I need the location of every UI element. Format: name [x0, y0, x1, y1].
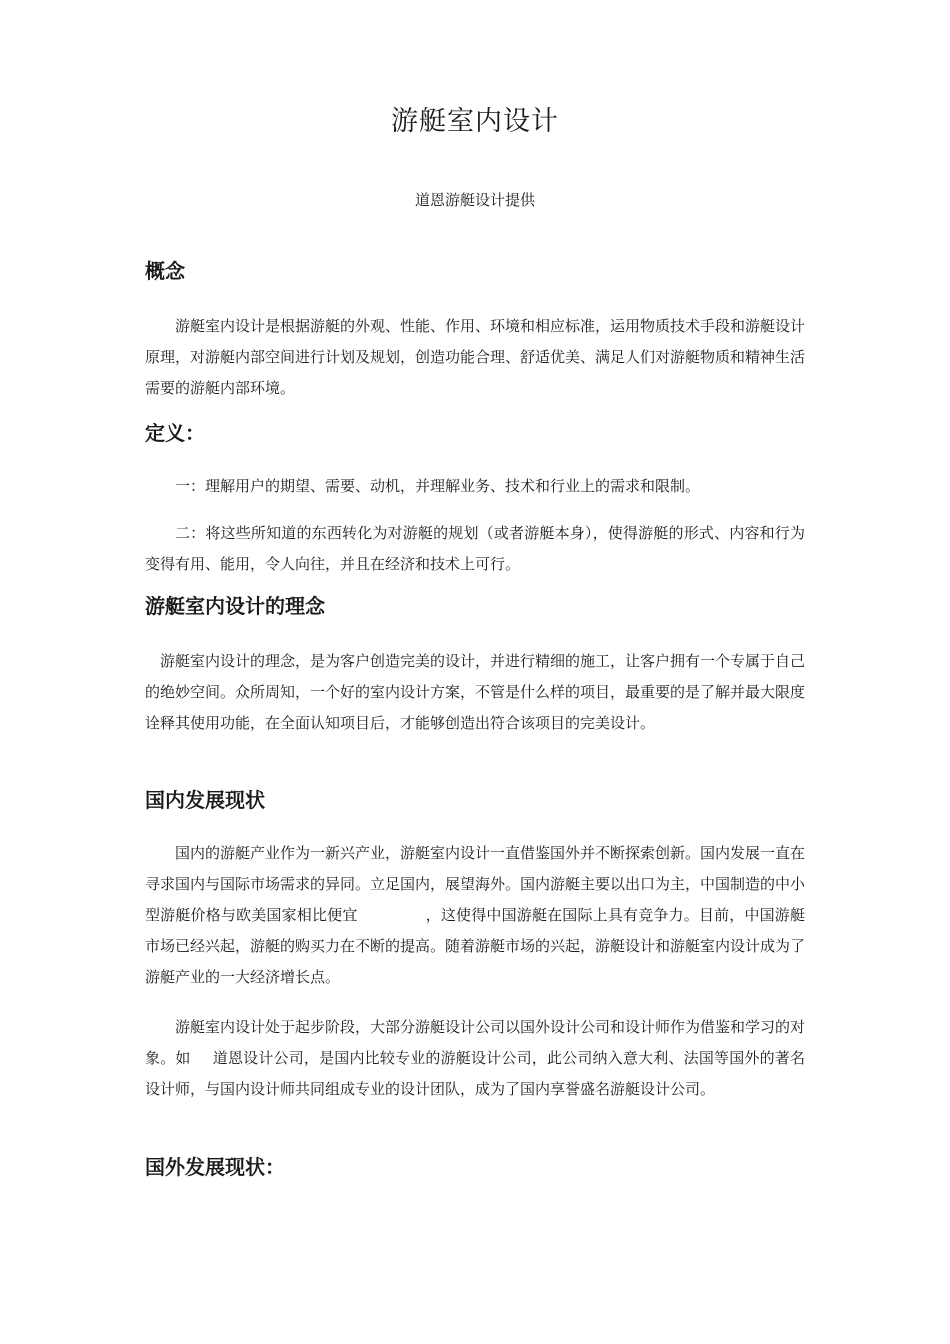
philosophy-body	[145, 646, 805, 739]
document-subtitle: 道恩游艇设计提供	[414, 191, 535, 209]
concept-paragraph: 游艇室内设计是根据游艇的外观、性能、作用、环境和相应标准，运用物质技术手段和游艇设计原理，对游艇内部空间进行计划及规划，创造功能合理、舒适优美、满足人们对游艇物质和精神生活需要的游艇内部环境。	[145, 317, 806, 397]
section-heading-philosophy: 游艇室内设计的理念	[145, 594, 325, 618]
section-foreign	[145, 1152, 805, 1182]
definition-paragraph-1: 一：理解用户的期望、需要、动机，并理解业务、技术和行业上的需求和限制。	[175, 477, 701, 495]
section-heading-definition: 定义：	[145, 421, 205, 445]
section-heading-foreign: 国外发展现状：	[145, 1155, 285, 1179]
section-definition	[145, 418, 805, 448]
domestic-paragraph-1	[145, 838, 805, 993]
section-philosophy	[145, 591, 805, 621]
section-heading-concept: 概念	[145, 259, 185, 283]
domestic-paragraph-2-part-b: 道恩设计公司，是国内比较专业的游艇设计公司，此公司纳入意大利、法国等国外的著名设计师，与国内设计师共同组成专业的设计团队，成为了国内享誉盛名游艇设计公司。	[145, 1049, 805, 1098]
domestic-paragraph-2	[145, 1012, 805, 1105]
domestic-body-1	[145, 838, 805, 993]
domestic-body-2	[145, 1012, 805, 1105]
concept-body	[145, 311, 805, 404]
section-concept	[145, 256, 805, 286]
definition-paragraph-2: 二：将这些所知道的东西转化为对游艇的规划（或者游艇本身），使得游艇的形式、内容和行为变得有用、能用，令人向往，并且在经济和技术上可行。	[145, 524, 805, 573]
domestic-paragraph-1-part-b: ，这使得中国游艇在国际上具有竞争力。目前，中国游艇市场已经兴起，游艇的购买力在不断的提高。随着游艇市场的兴起，游艇设计和游艇室内设计成为了游艇产业的一大经济增长点。	[145, 906, 806, 986]
domestic-paragraph-2-part-a: 游艇室内设计处于起步阶段，大部分游艇设计公司以国外设计公司和设计师作为借鉴和学习的对象。如	[145, 1018, 806, 1067]
definition-body-2	[145, 518, 805, 580]
section-heading-domestic: 国内发展现状	[145, 788, 265, 812]
document-title: 游艇室内设计	[391, 106, 559, 137]
domestic-paragraph-1-part-a: 国内的游艇产业作为一新兴产业，游艇室内设计一直借鉴国外并不断探索创新。国内发展一直在寻求国内与国际市场需求的异同。立足国内，展望海外。国内游艇主要以出口为主，中国制造的中小型游艇价格与欧美国家相比便宜	[145, 844, 806, 924]
definition-body-1	[145, 471, 805, 502]
philosophy-paragraph: 游艇室内设计的理念，是为客户创造完美的设计，并进行精细的施工，让客户拥有一个专属于自己的绝妙空间。众所周知，一个好的室内设计方案，不管是什么样的项目，最重要的是了解并最大限度诠释其使用功能，在全面认知项目后，才能够创造出符合该项目的完美设计。	[145, 652, 806, 732]
section-domestic	[145, 785, 805, 815]
